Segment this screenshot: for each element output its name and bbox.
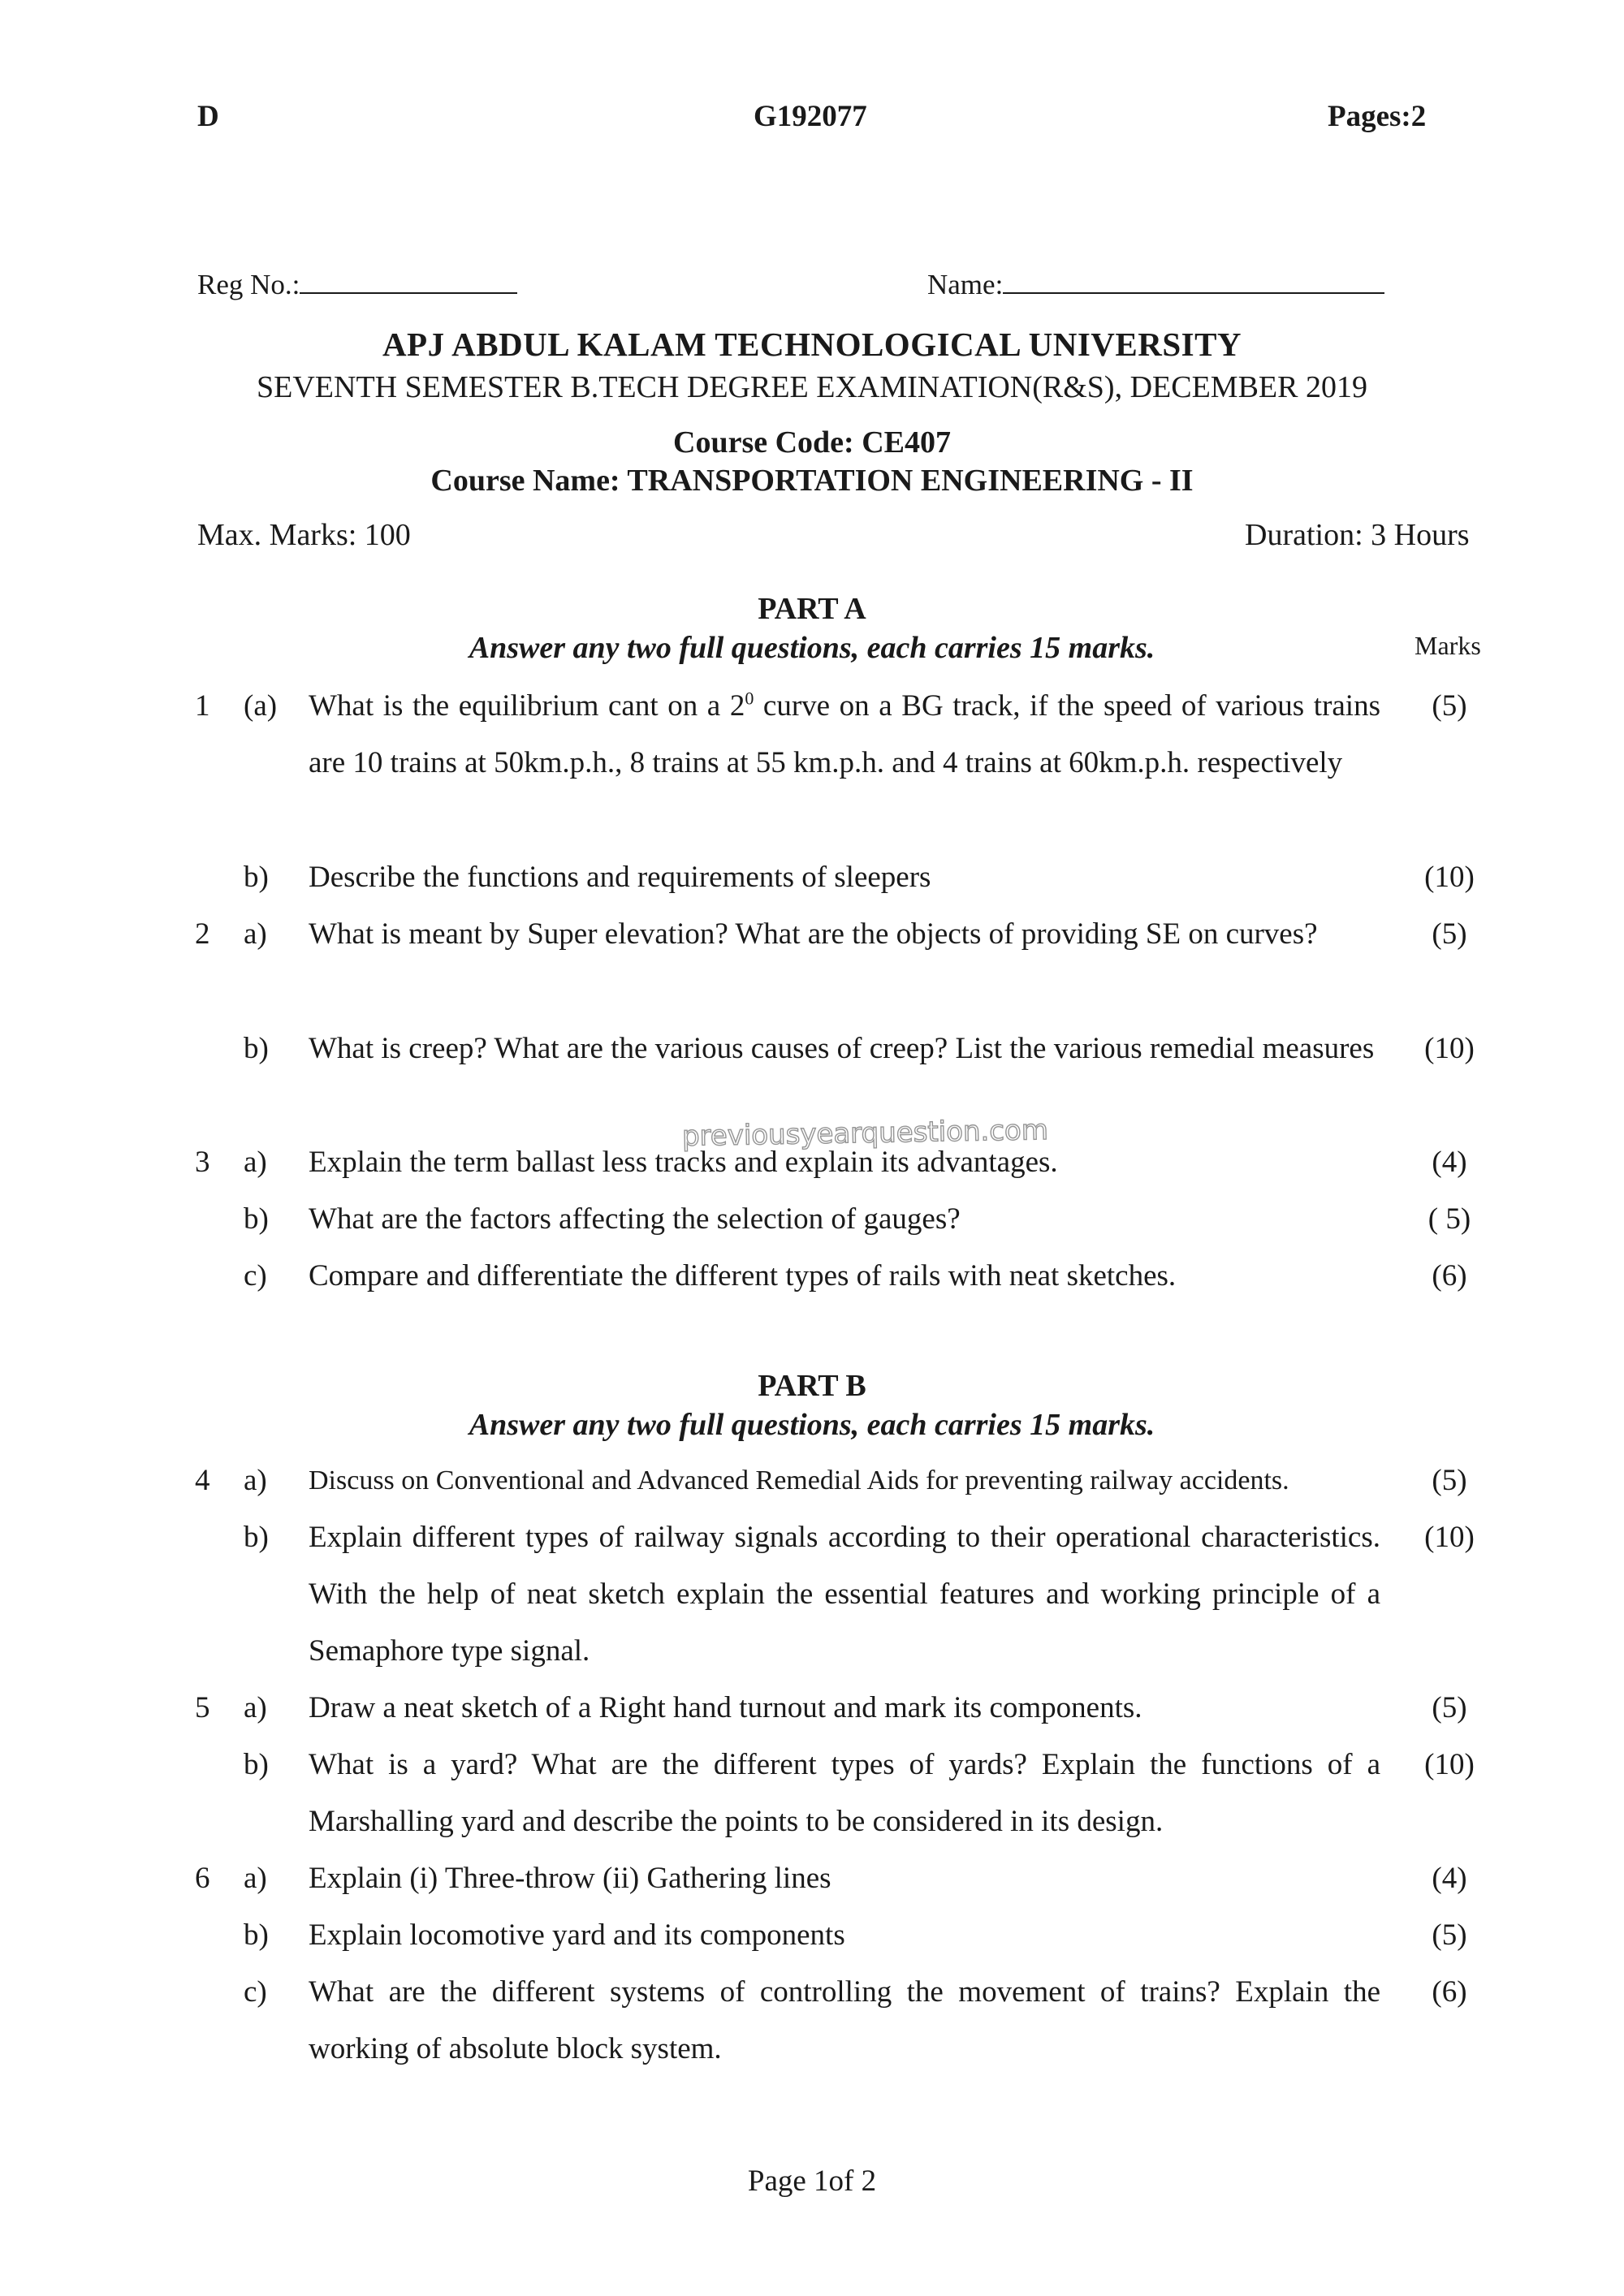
course-name: Course Name: TRANSPORTATION ENGINEERING - II — [430, 464, 1194, 498]
question-number-2: 2 — [195, 917, 210, 951]
part-a-title: PART A — [758, 592, 866, 626]
question-4a-text: Discuss on Conventional and Advanced Remedial Aids for preventing railway accidents. — [309, 1465, 1289, 1495]
marks-5a: (5) — [1432, 1691, 1467, 1724]
marks-1b: (10) — [1424, 861, 1475, 894]
reg-no-blank — [300, 268, 517, 294]
page-count: Pages:2 — [1328, 100, 1427, 133]
subpart-2a: a) — [244, 917, 267, 951]
question-number-6: 6 — [195, 1862, 210, 1895]
question-6a-text: Explain (i) Three-throw (ii) Gathering lines — [309, 1862, 831, 1895]
course-code: Course Code: CE407 — [673, 425, 951, 460]
question-1a-text: What is the equilibrium cant on a $2^0$ curve on a BG track, if the speed of various trains are 10 trains at 50km.p.h., 8 trains at 55 km.p.h. and 4 trains at 60km.p.h. respectively — [309, 688, 1380, 779]
subpart-6b: b) — [244, 1918, 269, 1952]
question-5b-text: What is a yard? What are the different types of yards? Explain the functions of a Marshalling yard and describe the points to be considered in its design. — [309, 1748, 1380, 1838]
question-number-4: 4 — [195, 1464, 210, 1497]
question-3c-text: Compare and differentiate the different types of rails with neat sketches. — [309, 1259, 1177, 1293]
question-6b-text: Explain locomotive yard and its components — [309, 1918, 845, 1952]
marks-heading: Marks — [1415, 631, 1481, 660]
question-3a-text: Explain the term ballast less tracks and explain its advantages. — [309, 1146, 1058, 1179]
degree-superscript: 0 — [745, 688, 754, 709]
subpart-1b: b) — [244, 861, 269, 894]
marks-4b: (10) — [1424, 1521, 1475, 1554]
question-2b-text: What is creep? What are the various causes of creep? List the various remedial measures — [309, 1032, 1375, 1065]
question-2a-text: What is meant by Super elevation? What are the objects of providing SE on curves? — [309, 917, 1318, 951]
question-1b-text: Describe the functions and requirements of sleepers — [309, 861, 931, 894]
question-number-3: 3 — [195, 1146, 210, 1179]
subpart-3c: c) — [244, 1259, 267, 1293]
set-label: D — [197, 100, 219, 133]
max-marks: Max. Marks: 100 — [197, 518, 411, 552]
question-6c-text: What are the different systems of controlling the movement of trains? Explain the working of absolute block system. — [309, 1975, 1380, 2065]
reg-no-label: Reg No.: — [197, 269, 300, 300]
part-b-instruction: Answer any two full questions, each carries 15 marks. — [469, 1408, 1155, 1442]
marks-1a: (5) — [1432, 689, 1467, 723]
marks-4a: (5) — [1432, 1464, 1467, 1497]
subpart-5a: a) — [244, 1691, 267, 1724]
subpart-1a: (a) — [244, 689, 278, 723]
name-label: Name: — [927, 269, 1004, 300]
part-a-instruction: Answer any two full questions, each carries 15 marks. — [469, 631, 1155, 665]
question-number-1: 1 — [195, 689, 210, 723]
name-field — [927, 268, 1384, 301]
paper-code: G192077 — [754, 100, 867, 133]
subpart-4a: a) — [244, 1464, 267, 1497]
subpart-6a: a) — [244, 1862, 267, 1895]
page-footer: Page 1of 2 — [747, 2164, 877, 2198]
marks-6a: (4) — [1432, 1862, 1467, 1895]
marks-3a: (4) — [1432, 1146, 1467, 1179]
question-3b-text: What are the factors affecting the selection of gauges? — [309, 1202, 961, 1236]
exam-title: SEVENTH SEMESTER B.TECH DEGREE EXAMINATION(R&S), DECEMBER 2019 — [257, 370, 1367, 404]
subpart-4b: b) — [244, 1521, 269, 1554]
subpart-6c: c) — [244, 1975, 267, 2009]
question-4b-text: Explain different types of railway signals according to their operational characteristics. With the help of neat sketch explain the essential features and working principle of a Semaphore type signal. — [309, 1521, 1380, 1668]
name-blank — [1003, 268, 1384, 294]
university-name: APJ ABDUL KALAM TECHNOLOGICAL UNIVERSITY — [382, 326, 1242, 363]
marks-5b: (10) — [1424, 1748, 1475, 1781]
marks-2a: (5) — [1432, 917, 1467, 951]
marks-6b: (5) — [1432, 1918, 1467, 1952]
subpart-3a: a) — [244, 1146, 267, 1179]
marks-3c: (6) — [1432, 1259, 1467, 1293]
question-number-5: 5 — [195, 1691, 210, 1724]
part-b-title: PART B — [758, 1369, 866, 1403]
marks-6c: (6) — [1432, 1975, 1467, 2009]
subpart-5b: b) — [244, 1748, 269, 1781]
reg-no-field — [197, 268, 517, 301]
marks-2b: (10) — [1424, 1032, 1475, 1065]
watermark: previousyearquestion.com — [681, 1114, 1049, 1153]
subpart-2b: b) — [244, 1032, 269, 1065]
question-5a-text: Draw a neat sketch of a Right hand turnout and mark its components. — [309, 1691, 1142, 1724]
duration: Duration: 3 Hours — [1245, 518, 1470, 552]
subpart-3b: b) — [244, 1202, 269, 1236]
marks-3b: ( 5) — [1427, 1202, 1471, 1236]
